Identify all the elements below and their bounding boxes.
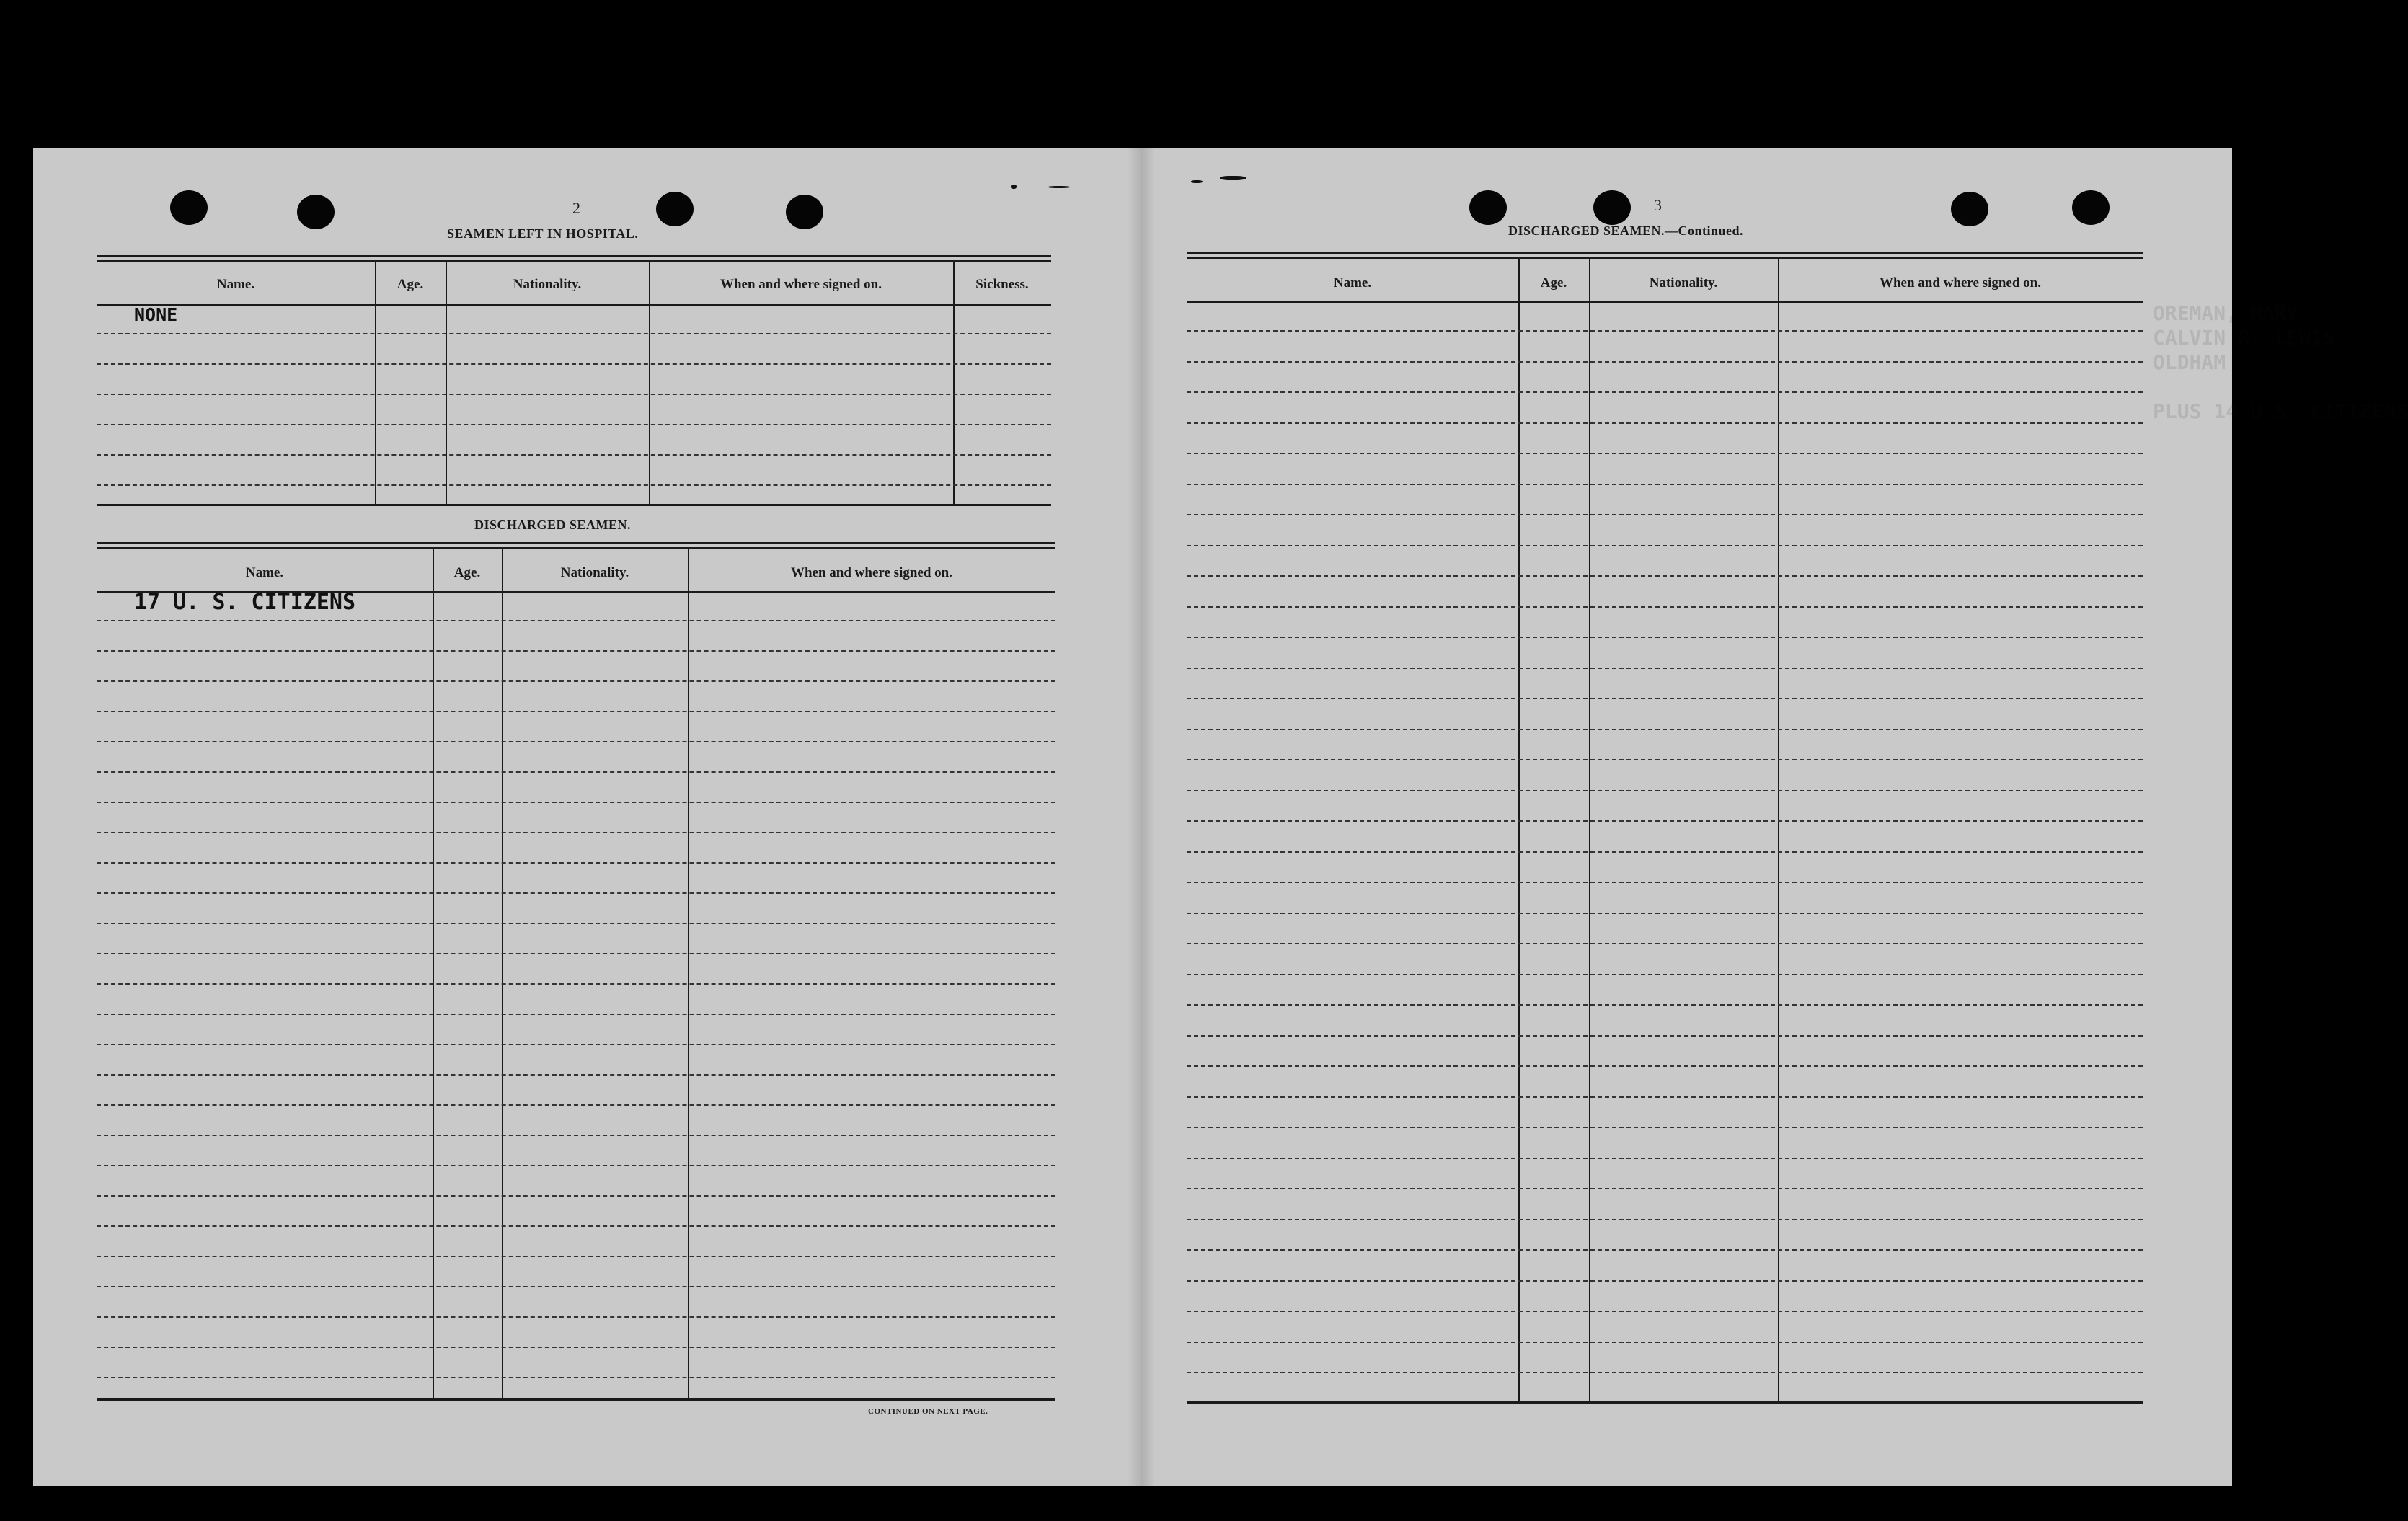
ruled-line <box>1187 790 2143 791</box>
ruled-line <box>1187 1127 2143 1128</box>
ruled-line <box>97 394 1051 395</box>
ruled-line <box>97 1165 1055 1166</box>
ruled-line <box>97 1286 1055 1287</box>
ruled-line <box>97 832 1055 833</box>
speck <box>1191 180 1203 183</box>
col-header-name: Name. <box>216 277 255 292</box>
speck <box>1048 186 1070 188</box>
ruled-line <box>1187 1372 2143 1373</box>
ruled-line <box>1187 1311 2143 1312</box>
ruled-line <box>97 1074 1055 1076</box>
hospital-entry: NONE <box>134 304 178 325</box>
ruled-line <box>97 1225 1055 1227</box>
ruled-line <box>97 620 1055 621</box>
punch-hole <box>1593 190 1631 225</box>
hospital-section-title: SEAMEN LEFT IN HOSPITAL. <box>447 226 639 241</box>
page-number: 3 <box>1654 196 1662 214</box>
punch-hole <box>170 190 208 225</box>
ruled-line <box>97 1104 1055 1106</box>
col-header-age: Age. <box>397 277 424 292</box>
ruled-line <box>1187 637 2143 638</box>
punch-hole <box>1469 190 1507 225</box>
page-number: 2 <box>572 199 580 217</box>
continued-note: CONTINUED ON NEXT PAGE. <box>868 1407 988 1416</box>
col-header-signed-on: When and where signed on. <box>1879 275 2041 291</box>
discharged-table-left <box>97 542 1055 1403</box>
ruled-line <box>1187 545 2143 546</box>
discharged-entry: 17 U. S. CITIZENS <box>134 590 356 615</box>
speck <box>1011 185 1017 189</box>
ruled-line <box>97 802 1055 803</box>
ruled-line <box>1187 453 2143 454</box>
col-header-signed-on: When and where signed on. <box>790 565 952 580</box>
ruled-line <box>97 333 1051 334</box>
ruled-line <box>1187 882 2143 883</box>
ruled-line <box>1187 1188 2143 1189</box>
ruled-line <box>97 1256 1055 1257</box>
discharged-section-title: DISCHARGED SEAMEN. <box>474 518 632 532</box>
col-header-age: Age. <box>1540 275 1567 291</box>
ruled-line <box>97 862 1055 864</box>
ruled-line <box>1187 698 2143 699</box>
col-header-nationality: Nationality. <box>560 565 629 580</box>
ruled-line <box>97 484 1051 486</box>
col-header-signed-on: When and where signed on. <box>720 277 882 292</box>
ruled-line <box>1187 422 2143 424</box>
ruled-line <box>1187 1219 2143 1220</box>
ruled-line <box>1187 606 2143 608</box>
ruled-line <box>1187 391 2143 393</box>
scanned-document <box>33 148 2408 1486</box>
ruled-line <box>1187 361 2143 363</box>
bleed-through: OREMAN, MARY CALVIN R. LEWIS OLDHAM PLUS 14 U.S. CITIZENS <box>2153 301 2408 423</box>
col-header-name: Name. <box>1333 275 1372 291</box>
ruled-line <box>97 1377 1055 1378</box>
col-header-name: Name. <box>245 565 284 580</box>
ruled-line <box>1187 330 2143 332</box>
ruled-line <box>1187 1096 2143 1098</box>
ruled-line <box>97 1316 1055 1318</box>
ruled-line <box>97 650 1055 652</box>
ruled-line <box>1187 729 2143 730</box>
ruled-line <box>97 711 1055 712</box>
punch-hole <box>786 195 823 229</box>
ruled-line <box>1187 943 2143 944</box>
discharged-continued-title: DISCHARGED SEAMEN.—Continued. <box>1508 223 1744 238</box>
col-header-nationality: Nationality. <box>513 277 582 292</box>
ruled-line <box>1187 820 2143 822</box>
col-header-age: Age. <box>453 565 481 580</box>
ruled-line <box>97 680 1055 682</box>
ruled-line <box>1187 514 2143 515</box>
ruled-line <box>97 741 1055 742</box>
center-fold <box>1128 148 1154 1486</box>
ruled-line <box>1187 1004 2143 1006</box>
ruled-line <box>1187 851 2143 853</box>
ruled-line <box>97 983 1055 985</box>
ruled-line <box>1187 484 2143 485</box>
ruled-line <box>1187 668 2143 669</box>
ruled-line <box>1187 974 2143 975</box>
ruled-line <box>97 953 1055 954</box>
ruled-line <box>97 771 1055 773</box>
speck <box>1220 176 1246 180</box>
ruled-line <box>1187 1249 2143 1251</box>
ruled-line <box>1187 759 2143 760</box>
punch-hole <box>2072 190 2110 225</box>
ruled-line <box>97 1014 1055 1015</box>
ruled-line <box>97 1044 1055 1045</box>
ruled-line <box>1187 1280 2143 1282</box>
ruled-line <box>97 923 1055 924</box>
ruled-line <box>1187 1158 2143 1159</box>
ruled-line <box>97 424 1051 425</box>
ruled-line <box>97 892 1055 894</box>
ruled-line <box>1187 1065 2143 1067</box>
punch-hole <box>297 195 335 229</box>
ruled-line <box>97 1135 1055 1136</box>
ruled-line <box>1187 1035 2143 1037</box>
hospital-table <box>97 255 1051 509</box>
ruled-line <box>97 363 1051 365</box>
ruled-line <box>1187 1342 2143 1343</box>
punch-hole <box>1951 192 1988 226</box>
col-header-sickness: Sickness. <box>975 277 1029 292</box>
ruled-line <box>97 454 1051 456</box>
ruled-line <box>97 1195 1055 1197</box>
ruled-line <box>1187 913 2143 914</box>
punch-hole <box>656 192 694 226</box>
ruled-line <box>97 1347 1055 1348</box>
ruled-line <box>1187 575 2143 577</box>
discharged-table-right <box>1187 252 2143 1406</box>
col-header-nationality: Nationality. <box>1649 275 1718 291</box>
